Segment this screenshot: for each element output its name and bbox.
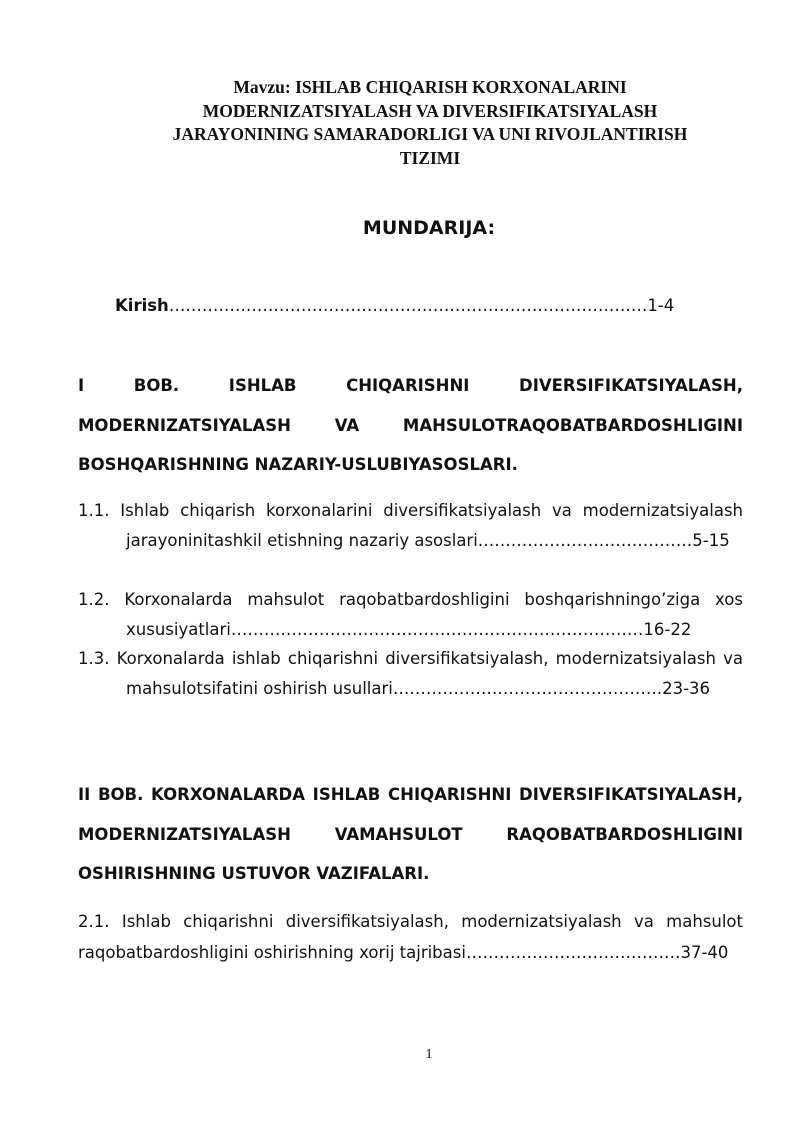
section-leader: ………………………………… (465, 943, 681, 962)
chapter-1-heading: I BOB. ISHLAB CHIQARISHNI DIVERSIFIKATSIYALASH, MODERNIZATSIYALASH VA MAHSULOTRAQOBATBARDOSHLIGINI BOSHQARISHNING NAZARIY-USLUBIYASOSLARI. (78, 376, 743, 474)
topic-line-4: TIZIMI (399, 147, 461, 168)
topic-title (100, 76, 760, 170)
toc-entry-1-3 (78, 644, 743, 703)
topic-line-1: Mavzu: ISHLAB CHIQARISH KORXONALARINI (233, 77, 627, 97)
section-leader: …………………………………………. (392, 678, 663, 698)
section-leader: ………………………………… (477, 530, 693, 550)
section-pages: 37-40 (680, 943, 729, 962)
section-number: 1.1. (78, 501, 110, 520)
section-leader: ………………………………………………………………… (230, 619, 644, 639)
toc-heading: MUNDARIJA: (362, 217, 496, 239)
toc-entry-1-1 (78, 496, 743, 555)
intro-leader: …………………………………………………………………………… (168, 296, 648, 315)
toc-entry-2-1 (78, 906, 743, 968)
section-pages: 23-36 (662, 678, 711, 698)
section-number: 1.3. (78, 649, 110, 668)
section-pages: 5-15 (692, 530, 730, 550)
section-title: Korxonalarda mahsulot raqobatbardoshligini boshqarishningo’ziga xos xususiyatlari (124, 590, 743, 639)
chapter-2-heading: II BOB. KORXONALARDA ISHLAB CHIQARISHNI DIVERSIFIKATSIYALASH, MODERNIZATSIYALASH VAMAHSULOT RAQOBATBARDOSHLIGINI OSHIRISHNING USTUVOR VAZIFALARI. (78, 785, 743, 883)
section-pages: 16-22 (643, 619, 692, 639)
topic-line-3: JARAYONINING SAMARADORLIGI VA UNI RIVOJLANTIRISH (172, 124, 688, 144)
toc-entry-intro (115, 294, 674, 318)
page-number: 1 (425, 1047, 433, 1062)
intro-pages: 1-4 (647, 296, 675, 315)
topic-line-2: MODERNIZATSIYALASH VA DIVERSIFIKATSIYALASH (202, 100, 658, 121)
section-number: 2.1. (78, 912, 110, 931)
section-number: 1.2. (78, 590, 110, 609)
intro-label: Kirish (115, 296, 169, 315)
section-title: Ishlab chiqarishni diversifikatsiyalash, modernizatsiyalash va mahsulot raqobatbardoshligini oshirishning xorij tajribasi (78, 912, 743, 962)
toc-entry-1-2 (78, 585, 743, 644)
section-title: Korxonalarda ishlab chiqarishni diversifikatsiyalash, modernizatsiyalash va mahsulotsifatini oshirish usullari (116, 649, 743, 698)
section-title: Ishlab chiqarish korxonalarini diversifikatsiyalash va modernizatsiyalash jarayoninitashkil etishning nazariy asoslari (120, 501, 743, 550)
